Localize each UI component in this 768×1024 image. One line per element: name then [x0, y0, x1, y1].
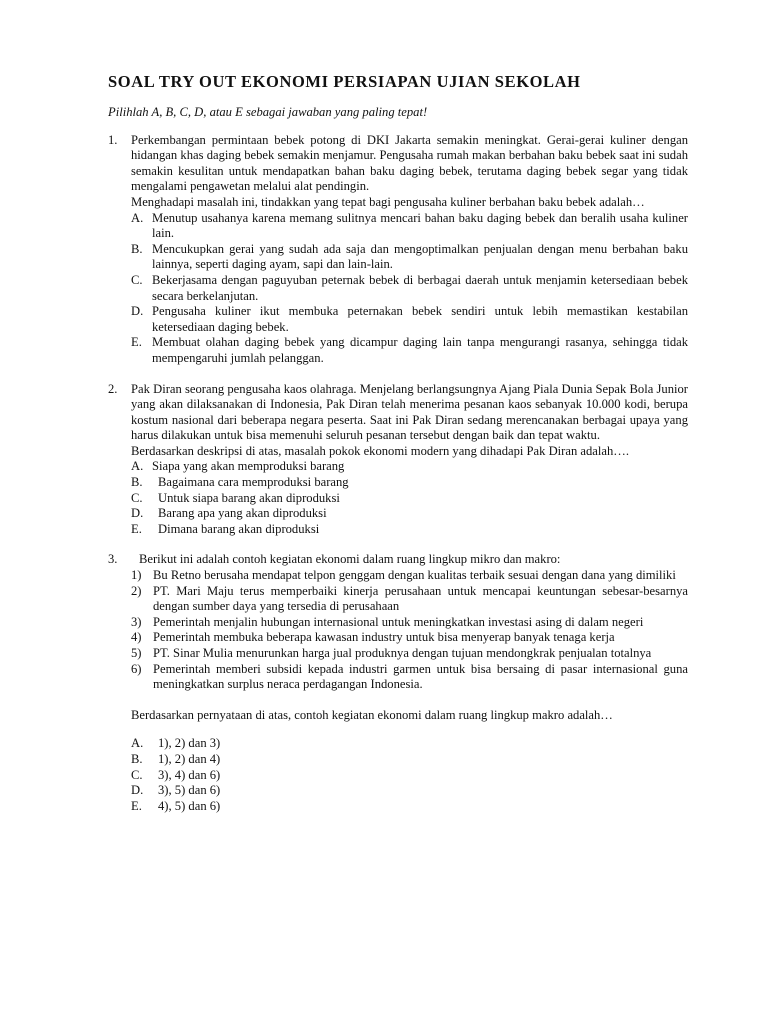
option-label: A. [131, 210, 144, 225]
question-prompt: Menghadapi masalah ini, tindakkan yang tepat bagi pengusaha kuliner berbahan baku bebek adalah… [131, 194, 645, 209]
statement-label: 6) [131, 661, 142, 676]
statement-label: 1) [131, 568, 142, 583]
answer-option-a [131, 736, 688, 752]
option-label: A. [131, 459, 144, 474]
statement-1 [131, 568, 688, 584]
option-text: Dimana barang akan diproduksi [158, 521, 320, 536]
question-number: 2. [108, 381, 118, 396]
answer-option-b [131, 242, 688, 273]
option-label: C. [131, 272, 143, 287]
answer-option-a [131, 459, 688, 475]
option-text: 1), 2) dan 4) [158, 751, 221, 766]
answer-option-b [131, 475, 688, 491]
option-label: B. [131, 475, 143, 490]
option-label: D. [131, 506, 144, 521]
option-text: Siapa yang akan memproduksi barang [152, 459, 345, 474]
question-intro: Berikut ini adalah contoh kegiatan ekonomi dalam ruang lingkup mikro dan makro: [139, 552, 561, 567]
answer-option-e [131, 799, 688, 815]
question-prompt: Berdasarkan pernyataan di atas, contoh kegiatan ekonomi dalam ruang lingkup makro adalah… [131, 707, 613, 722]
question-prompt: Berdasarkan deskripsi di atas, masalah pokok ekonomi modern yang dihadapi Pak Diran adalah…. [131, 443, 630, 458]
question-1 [108, 133, 688, 367]
option-label: C. [131, 767, 143, 782]
option-label: D. [131, 304, 144, 319]
statement-text: Pemerintah membuka beberapa kawasan industry untuk bisa menyerap banyak tenaga kerja [153, 630, 615, 645]
option-text: Menutup usahanya karena memang sulitnya mencari bahan baku daging bebek dan beralih usaha kuliner lain. [152, 210, 688, 241]
option-label: E. [131, 521, 142, 536]
option-label: B. [131, 751, 143, 766]
option-label: C. [131, 490, 143, 505]
option-text: 3), 4) dan 6) [158, 767, 221, 782]
question-2 [108, 382, 688, 538]
option-text: Membuat olahan daging bebek yang dicampur daging lain tanpa mengurangi rasanya, sehingga tidak mempengaruhi jumlah pelanggan. [152, 335, 688, 365]
statement-text: Pemerintah memberi subsidi kepada industri garmen untuk bisa bersaing di pasar internasional guna meningkatkan surplus neraca perdagangan Indonesia. [153, 661, 688, 692]
question-paragraph: Pak Diran seorang pengusaha kaos olahraga. Menjelang berlangsungnya Ajang Piala Dunia Sepak Bola Junior yang akan dilaksanakan di Indonesia, Pak Diran telah menerima pesanan kaos sebanyak 10.000 kodi, berupa kostum nasional dari beberapa negara peserta. Saat ini Pak Diran sedang merencanakan berbagai upaya yang harus dilakukan untuk bisa memenuhi seluruh pesanan tersebut dengan baik dan tepat waktu. [131, 381, 688, 443]
answer-option-e [131, 522, 688, 538]
statement-text: PT. Mari Maju terus memperbaiki kinerja perusahaan untuk mencapai keuntungan sebesar-besarnya dengan sumber daya yang tersedia di perusahaan [153, 583, 688, 614]
answer-option-d [131, 304, 688, 335]
statement-5 [131, 646, 688, 662]
page-title: SOAL TRY OUT EKONOMI PERSIAPAN UJIAN SEKOLAH [108, 72, 581, 91]
option-text: Pengusaha kuliner ikut membuka peternakan bebek sendiri untuk lebih memastikan kestabilan ketersediaan daging bebek. [152, 304, 688, 334]
question-3 [108, 552, 688, 814]
statement-text: Pemerintah menjalin hubungan internasional untuk meningkatkan investasi asing di dalam negeri [153, 614, 644, 629]
option-text: 1), 2) dan 3) [158, 736, 221, 751]
option-label: E. [131, 798, 142, 813]
question-number: 1. [108, 132, 118, 147]
answer-option-c [131, 491, 688, 507]
statement-label: 4) [131, 630, 142, 645]
statement-3 [131, 615, 688, 631]
instruction-text: Pilihlah A, B, C, D, atau E sebagai jawaban yang paling tepat! [108, 105, 428, 119]
statement-6 [131, 662, 688, 693]
option-text: Mencukupkan gerai yang sudah ada saja dan mengoptimalkan penjualan dengan menu berbahan baku lainnya, seperti daging ayam, sapi dan lain-lain. [152, 241, 688, 272]
answer-option-b [131, 752, 688, 768]
option-label: D. [131, 783, 144, 798]
statement-text: Bu Retno berusaha mendapat telpon genggam dengan kualitas terbaik sesuai dengan dana yang dimiliki [153, 568, 676, 583]
option-text: 4), 5) dan 6) [158, 798, 221, 813]
statement-label: 3) [131, 614, 142, 629]
option-text: Untuk siapa barang akan diproduksi [158, 490, 340, 505]
answer-option-d [131, 506, 688, 522]
question-paragraph: Perkembangan permintaan bebek potong di DKI Jakarta semakin meningkat. Gerai-gerai kuliner dengan hidangan khas daging bebek semakin menjamur. Pengusaha rumah makan berbahan baku bebek saat ini sudah semakin kesulitan untuk mendapatkan bahan baku daging bebek, terutama daging bebek segar yang tidak mengalami pengawetan melalui alat pendingin. [131, 132, 688, 194]
question-number: 3. [108, 552, 118, 567]
option-label: A. [131, 736, 144, 751]
option-label: E. [131, 335, 142, 350]
statement-text: PT. Sinar Mulia menurunkan harga jual produknya dengan tujuan mendongkrak penjualan totalnya [153, 646, 652, 660]
statement-4 [131, 630, 688, 646]
option-text: Bagaimana cara memproduksi barang [158, 475, 349, 490]
option-text: Barang apa yang akan diproduksi [158, 506, 327, 521]
statement-label: 5) [131, 646, 142, 660]
answer-option-a [131, 211, 688, 242]
option-label: B. [131, 241, 143, 256]
statement-2 [131, 584, 688, 615]
option-text: 3), 5) dan 6) [158, 783, 221, 798]
answer-option-e [131, 335, 688, 366]
answer-option-c [131, 768, 688, 784]
answer-option-d [131, 783, 688, 799]
answer-option-c [131, 273, 688, 304]
statement-label: 2) [131, 583, 142, 598]
option-text: Bekerjasama dengan paguyuban peternak bebek di berbagai daerah untuk menjamin ketersediaan bebek secara berkelanjutan. [152, 272, 688, 303]
